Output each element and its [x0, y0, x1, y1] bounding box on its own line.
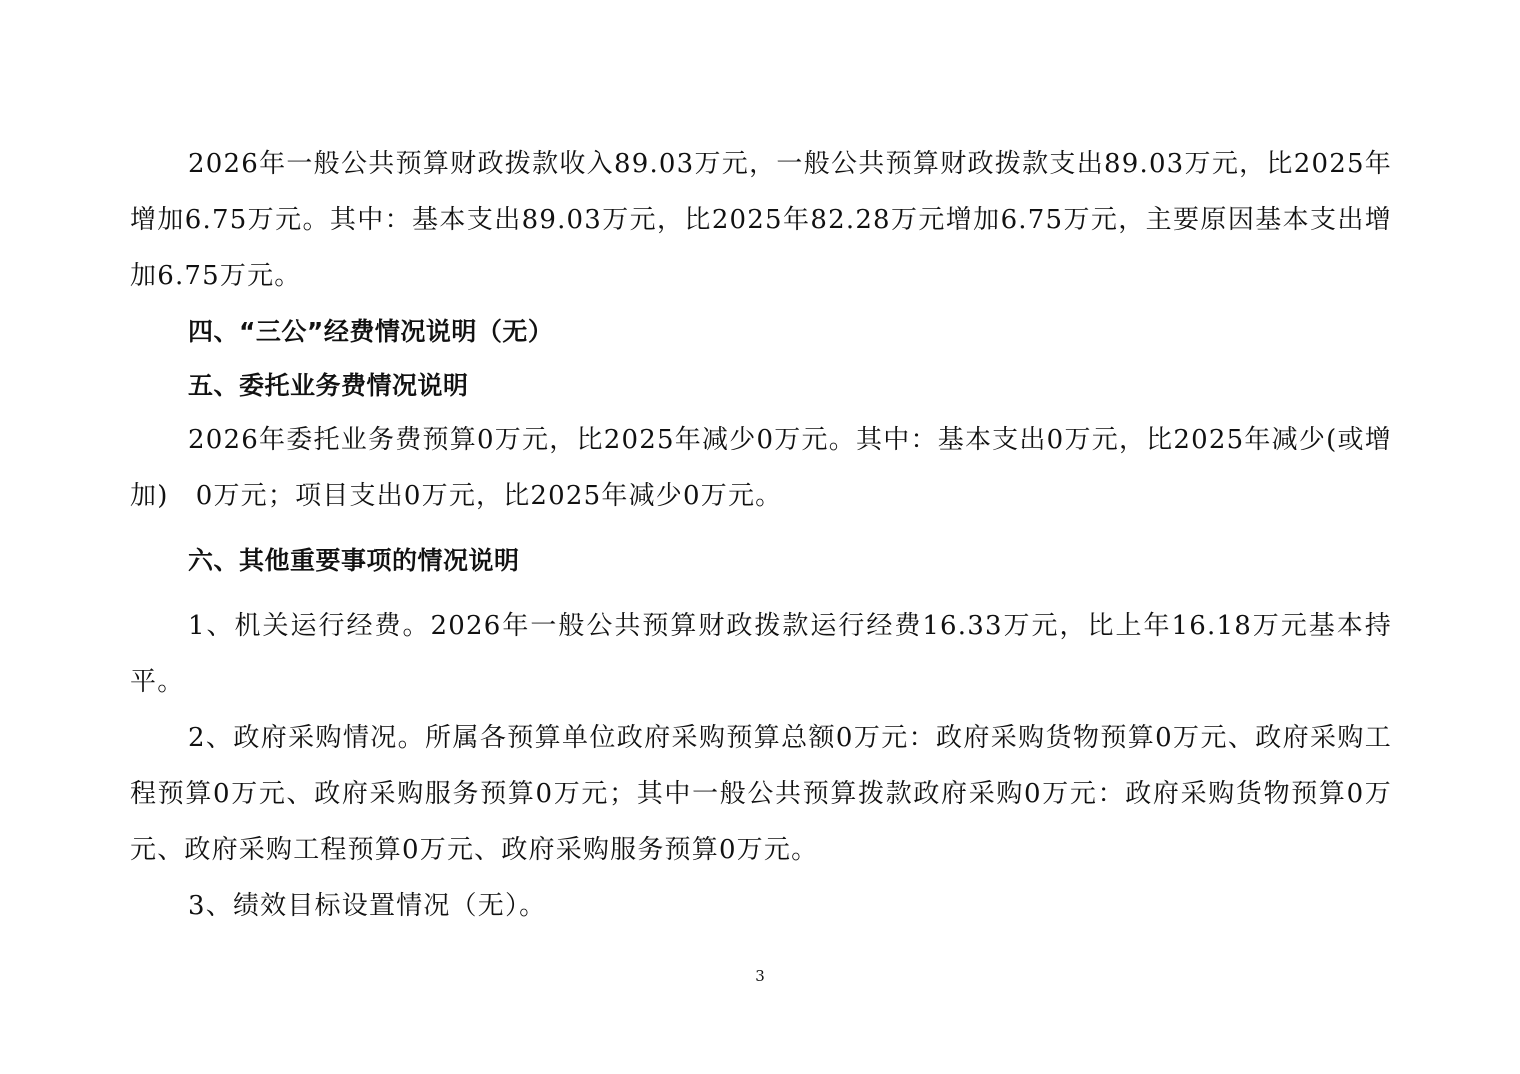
section-heading-other-matters: 六、其他重要事项的情况说明	[188, 546, 520, 575]
item-government-procurement: 2、政府采购情况。所属各预算单位政府采购预算总额0万元：政府采购货物预算0万元、政府采购工程预算0万元、政府采购服务预算0万元；其中一般公共预算拨款政府采购0万元：政府采购货物预算0万元、政府采购工程预算0万元、政府采购服务预算0万元。	[130, 723, 1392, 865]
budget-paragraph: 2026年一般公共预算财政拨款收入89.03万元，一般公共预算财政拨款支出89.03万元，比2025年增加6.75万元。其中：基本支出89.03万元，比2025年82.28万元增加6.75万元，主要原因基本支出增加6.75万元。	[130, 149, 1392, 291]
section-heading-three-public: 四、“三公”经费情况说明（无）	[188, 317, 554, 346]
commission-paragraph: 2026年委托业务费预算0万元，比2025年减少0万元。其中：基本支出0万元，比2025年减少(或增加) 0万元；项目支出0万元，比2025年减少0万元。	[130, 425, 1392, 511]
section-heading-commission: 五、委托业务费情况说明	[188, 371, 469, 400]
page-number: 3	[755, 967, 765, 985]
item-operating-expenses: 1、机关运行经费。2026年一般公共预算财政拨款运行经费16.33万元，比上年16.18万元基本持平。	[130, 611, 1392, 697]
item-performance-targets: 3、绩效目标设置情况（无）。	[188, 891, 547, 921]
